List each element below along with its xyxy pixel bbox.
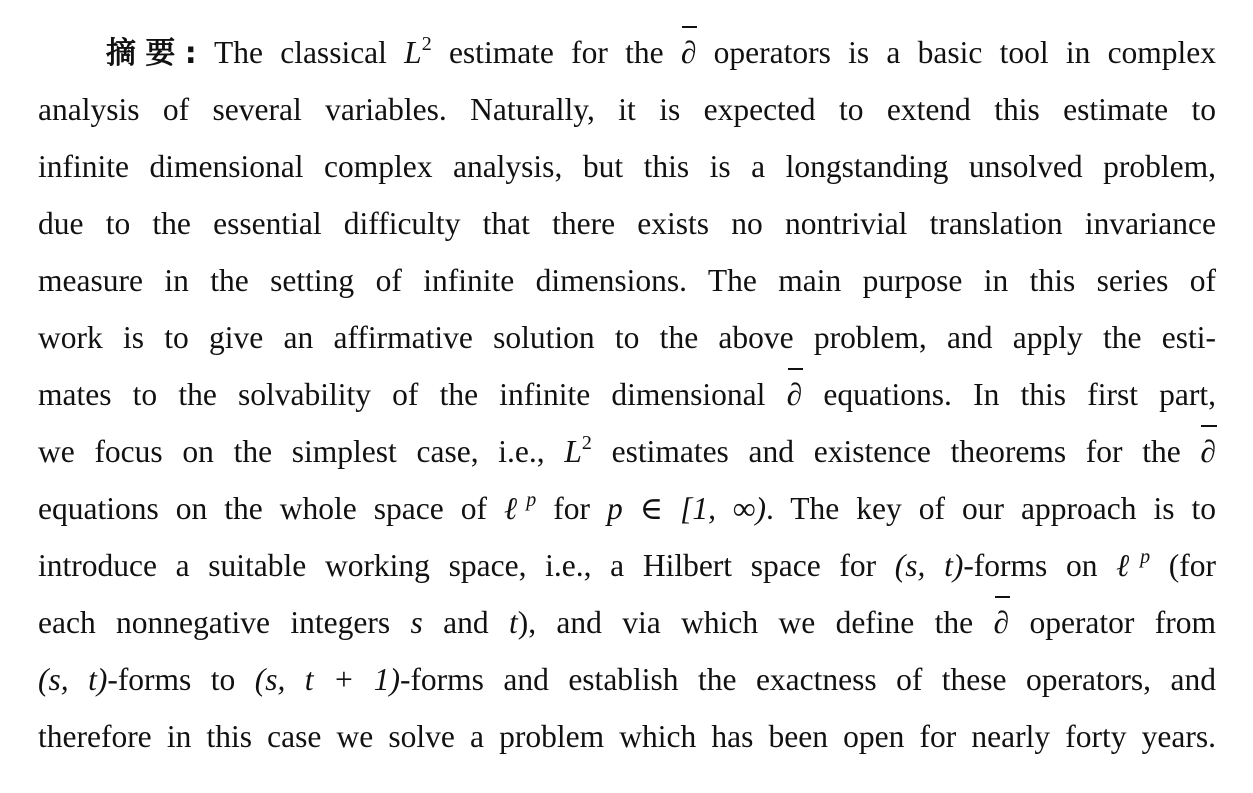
text-run: (for [1150, 548, 1216, 583]
dbar-symbol: ∂ [681, 24, 697, 81]
text-run: measure in the setting of infinite dimensions. The main purpose in this series of [38, 263, 1216, 298]
text-run: equations on the whole space of [38, 491, 504, 526]
text-run: therefore in this case we solve a problem which has been open for nearly forty years. [38, 719, 1216, 754]
math-superscript: 2 [581, 431, 592, 454]
abstract-line [38, 423, 1216, 480]
text-run: and [422, 605, 509, 640]
text-run: operator from [1009, 605, 1216, 640]
abstract-line [38, 24, 1216, 81]
math-superscript: p [526, 488, 537, 511]
math-symbol: s [410, 605, 423, 640]
text-run: introduce a suitable working space, i.e., a Hilbert space for [38, 548, 895, 583]
text-run: each nonnegative integers [38, 605, 411, 640]
dbar-symbol: ∂ [787, 366, 803, 423]
math-expression: (s, t) [38, 662, 108, 697]
dbar-symbol: ∂ [994, 594, 1010, 651]
math-symbol: L [404, 35, 422, 70]
math-symbol: L [564, 434, 582, 469]
text-run: for [536, 491, 608, 526]
abstract-line [38, 537, 1216, 594]
text-run: operators is a basic tool in complex [696, 35, 1217, 70]
text-run: mates to the solvability of the infinite dimensional [38, 377, 787, 412]
text-run: equations. In this first part, [802, 377, 1216, 412]
text-run: we focus on the simplest case, i.e., [38, 434, 565, 469]
text-run: estimate for the [431, 35, 681, 70]
math-expression: (s, t + 1) [254, 662, 400, 697]
dbar-symbol: ∂ [1200, 423, 1216, 480]
math-superscript: 2 [421, 32, 432, 55]
abstract-line [38, 708, 1216, 765]
abstract-line [38, 480, 1216, 537]
math-expression: p ∈ [1, ∞) [607, 491, 766, 526]
math-expression: (s, t) [894, 548, 964, 583]
text-run: -forms to [107, 662, 255, 697]
text-run: -forms on [963, 548, 1117, 583]
text-run: infinite dimensional complex analysis, but this is a longstanding unsolved problem, [38, 149, 1216, 184]
text-run: due to the essential difficulty that there exists no nontrivial translation invariance [38, 206, 1216, 241]
math-symbol: ℓ [1116, 548, 1141, 583]
text-run: ), and via which we define the [517, 605, 994, 640]
text-run: -forms and establish the exactness of these operators, and [399, 662, 1216, 697]
abstract-paragraph [38, 24, 1216, 765]
math-symbol: ℓ [503, 491, 527, 526]
math-superscript: p [1140, 545, 1151, 568]
text-run: The classical [214, 35, 405, 70]
abstract-line [38, 252, 1216, 309]
text-run: analysis of several variables. Naturally, it is expected to extend this estimate to [38, 92, 1216, 127]
abstract-line [38, 138, 1216, 195]
abstract-line [38, 651, 1216, 708]
abstract-label: 摘要: [106, 36, 197, 71]
abstract-line [38, 81, 1216, 138]
abstract-line [38, 594, 1216, 651]
abstract-line [38, 366, 1216, 423]
math-symbol: t [508, 605, 518, 640]
abstract-line [38, 195, 1216, 252]
text-run: work is to give an affirmative solution to the above problem, and apply the esti- [38, 320, 1216, 355]
abstract-line [38, 309, 1216, 366]
text-run: . The key of our approach is to [765, 491, 1217, 526]
text-run: estimates and existence theorems for the [591, 434, 1201, 469]
